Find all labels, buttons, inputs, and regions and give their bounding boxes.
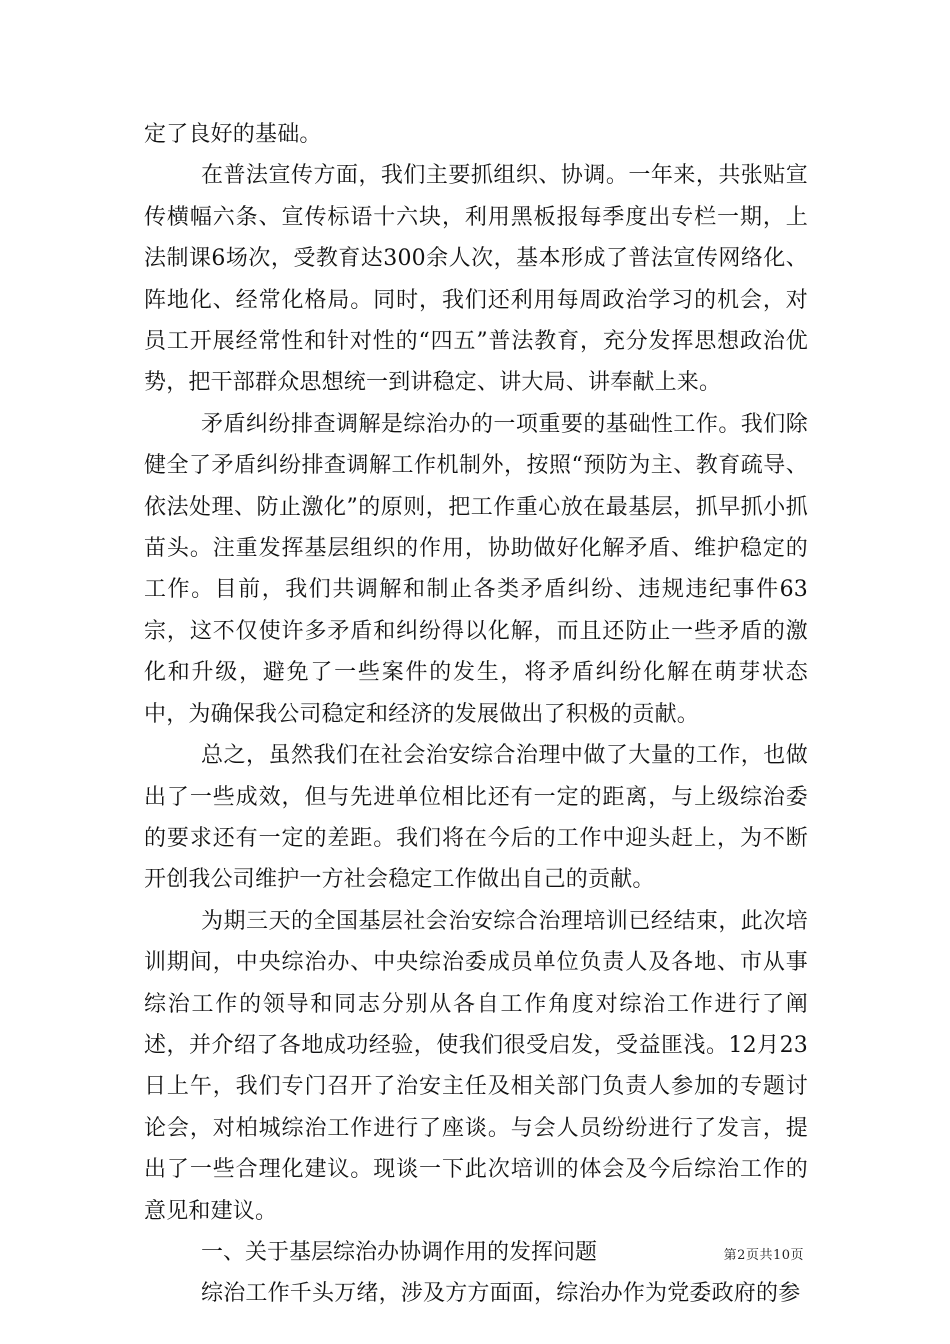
document-body: [144, 114, 808, 1315]
paragraph-3: 矛盾纠纷排查调解是综治办的一项重要的基础性工作。我们除健全了矛盾纠纷排查调解工作机制外，按照“预防为主、教育疏导、依法处理、防止激化”的原则，把工作重心放在最基层，抓早抓小抓苗头。注重发挥基层组织的作用，协助做好化解矛盾、维护稳定的工作。目前，我们共调解和制止各类矛盾纠纷、违规违纪事件63宗，这不仅使许多矛盾和纠纷得以化解，而且还防止一些矛盾的激化和升级，避免了一些案件的发生，将矛盾纠纷化解在萌芽状态中，为确保我公司稳定和经济的发展做出了积极的贡献。: [144, 411, 808, 727]
section-heading: 一、关于基层综治办协调作用的发挥问题: [201, 1239, 598, 1265]
paragraph-6: 综治工作千头万绪，涉及方方面面，综治办作为党委政府的参: [201, 1281, 801, 1307]
paragraph-5: 为期三天的全国基层社会治安综合治理培训已经结束，此次培训期间，中央综治办、中央综治委成员单位负责人及各地、市从事综治工作的领导和同志分别从各自工作角度对综治工作进行了阐述，并介绍了各地成功经验，使我们很受启发，受益匪浅。12月23日上午，我们专门召开了治安主任及相关部门负责人参加的专题讨论会，对柏城综治工作进行了座谈。与会人员纷纷进行了发言，提出了一些合理化建议。现谈一下此次培训的体会及今后综治工作的意见和建议。: [144, 908, 808, 1224]
paragraph-4: 总之，虽然我们在社会治安综合治理中做了大量的工作，也做出了一些成效，但与先进单位相比还有一定的距离，与上级综治委的要求还有一定的差距。我们将在今后的工作中迎头赶上，为不断开创我公司维护一方社会稳定工作做出自己的贡献。: [144, 743, 808, 893]
paragraph-1: 定了良好的基础。: [144, 122, 322, 147]
page-number: 第2页共10页: [723, 1248, 804, 1263]
paragraph-2: 在普法宣传方面，我们主要抓组织、协调。一年来，共张贴宣传横幅六条、宣传标语十六块，利用黑板报每季度出专栏一期，上法制课6场次，受教育达300余人次，基本形成了普法宣传网络化、阵地化、经常化格局。同时，我们还利用每周政治学习的机会，对员工开展经常性和针对性的“四五”普法教育，充分发挥思想政治优势，把干部群众思想统一到讲稳定、讲大局、讲奉献上来。: [144, 163, 808, 396]
